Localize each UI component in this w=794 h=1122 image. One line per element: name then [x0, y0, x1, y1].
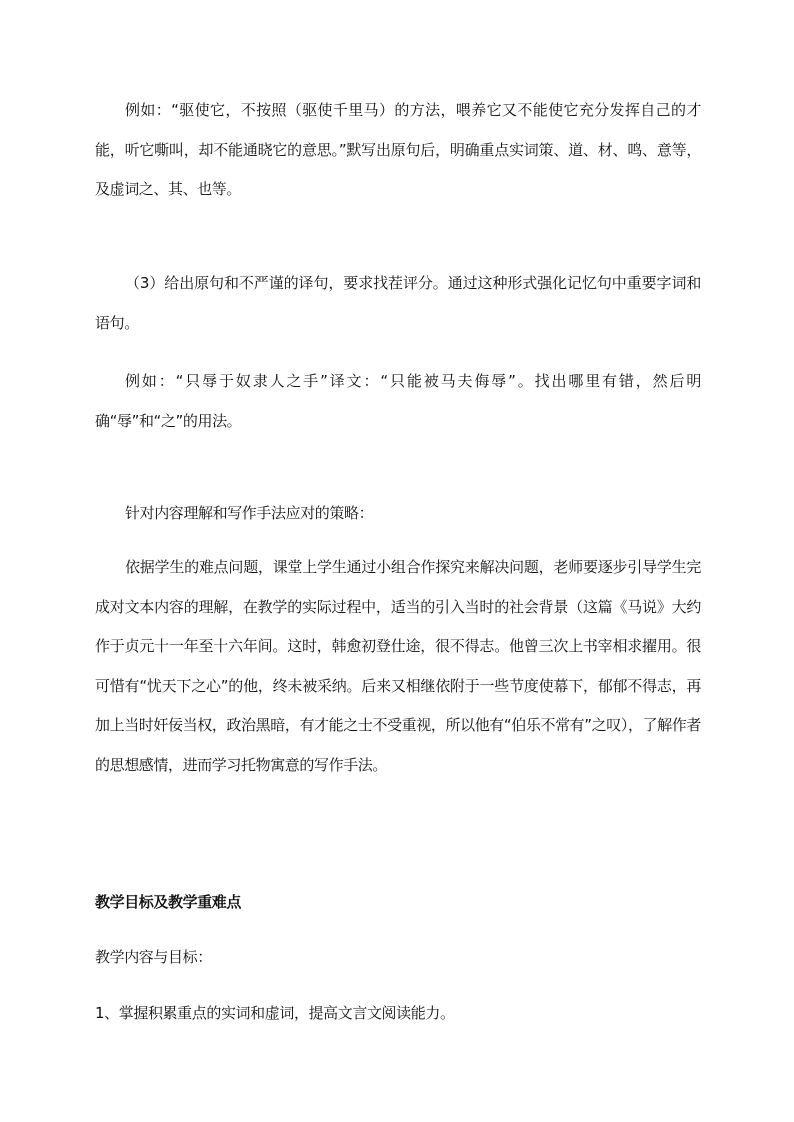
strategy-heading: 针对内容理解和写作手法应对的策略：: [125, 504, 374, 522]
content-goals-label: 教学内容与目标：: [95, 948, 212, 966]
example-paragraph-1: 例如：“驱使它，不按照（驱使千里马）的方法，喂养它又不能使它充分发挥自己的才能，听它嘶叫，却不能通晓它的意思。”默写出原句后，明确重点实词策、道、材、鸣、意等，及虚词之、其、也等。: [95, 101, 701, 198]
goal-item-1: 1、掌握积累重点的实词和虚词，提高文言文阅读能力。: [95, 1004, 455, 1022]
example-paragraph-2: 例如：“只辱于奴隶人之手”译文：“只能被马夫侮辱”。找出哪里有错，然后明确“辱”和“之”的用法。: [95, 372, 701, 430]
section-heading: 教学目标及教学重难点: [95, 893, 242, 911]
method-3-paragraph: （3）给出原句和不严谨的译句，要求找茬评分。通过这种形式强化记忆句中重要字词和语句。: [95, 274, 701, 332]
strategy-paragraph: 依据学生的难点问题，课堂上学生通过小组合作探究来解决问题，老师要逐步引导学生完成对文本内容的理解，在教学的实际过程中，适当的引入当时的社会背景（这篇《马说》大约作于贞元十一年至十六年间。这时，韩愈初登仕途，很不得志。他曾三次上书宰相求擢用。很可惜有“忧天下之心”的他，终未被采纳。后来又相继依附于一些节度使幕下，郁郁不得志，再加上当时奸佞当权，政治黑暗，有才能之士不受重视，所以他有“伯乐不常有”之叹），了解作者的思想感情，进而学习托物寓意的写作手法。: [95, 558, 701, 774]
